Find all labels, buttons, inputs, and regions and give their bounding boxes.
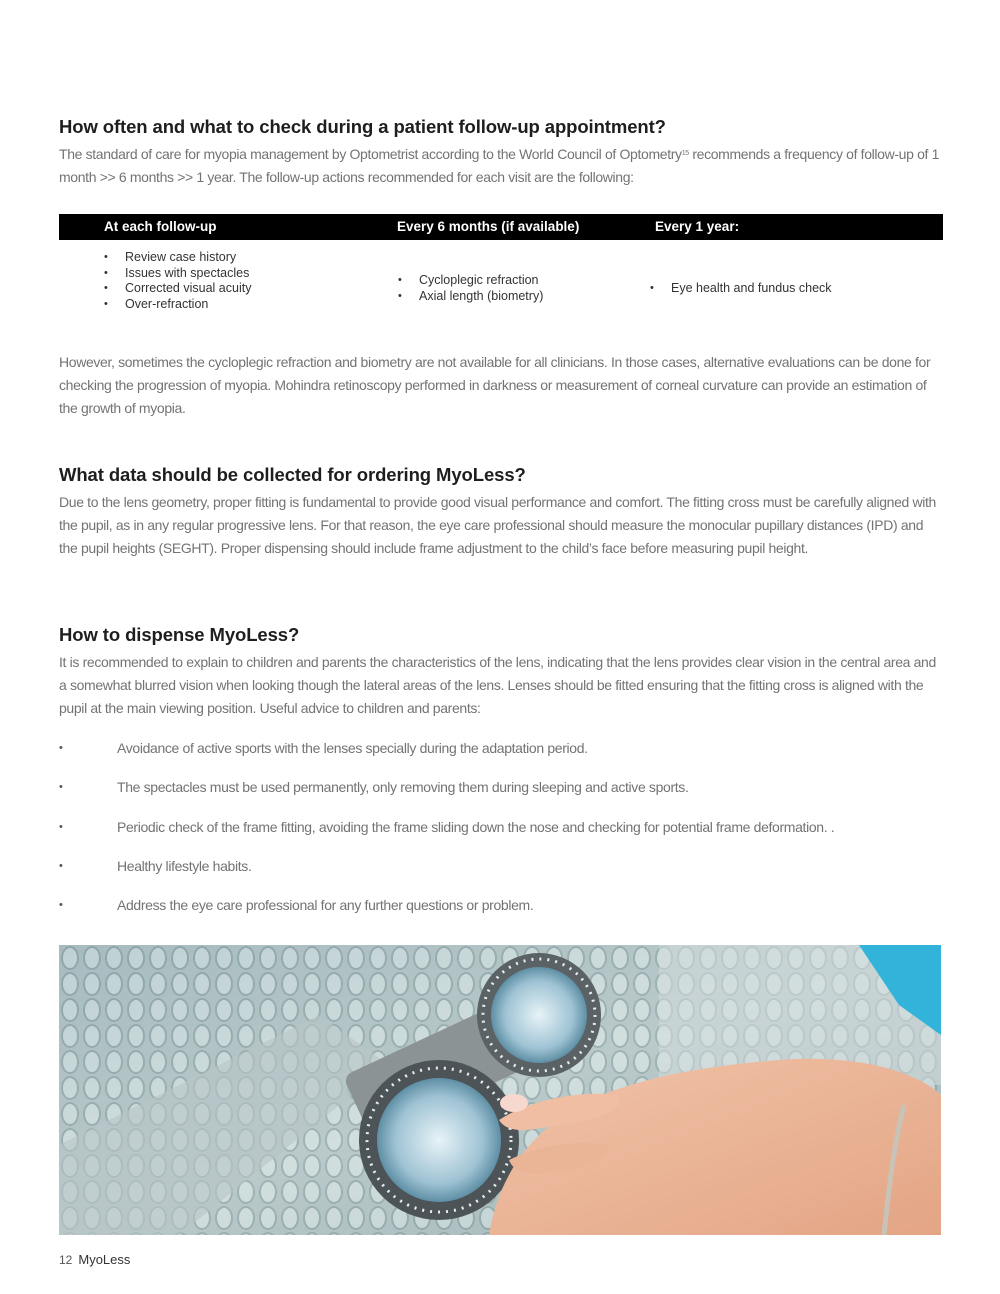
followup-intro-part1: The standard of care for myopia management by Optometrist according to the World Council of Optometry	[59, 146, 682, 162]
page-number: 12	[59, 1253, 73, 1267]
advice-text: The spectacles must be used permanently, only removing them during sleeping and active sports.	[117, 779, 689, 796]
list-item	[59, 856, 942, 895]
header-each-followup: At each follow-up	[104, 219, 217, 234]
list-item	[59, 895, 942, 934]
list-item: • Review case history	[104, 250, 251, 266]
list-item	[59, 777, 942, 816]
followup-intro-part2: recommends a frequency of follow-up of 1 month >> 6 months >> 1 year. The follow-up actions recommended for each visit are the following:	[59, 146, 940, 185]
section-title-dispense: How to dispense MyoLess?	[59, 624, 300, 645]
advice-text: Avoidance of active sports with the lenses specially during the adaptation period.	[117, 740, 588, 756]
followup-table-body	[59, 240, 943, 326]
list-item	[59, 817, 942, 856]
section-title-followup: How often and what to check during a patient follow-up appointment?	[59, 116, 666, 137]
page-footer	[59, 1252, 130, 1267]
advice-text: Periodic check of the frame fitting, avoiding the frame sliding down the nose and checking for potential frame deformation. .	[117, 818, 835, 835]
header-every-6-months: Every 6 months (if available)	[397, 219, 580, 234]
list-item: • Axial length (biometry)	[398, 289, 543, 305]
list-item	[59, 738, 942, 777]
list-item: • Corrected visual acuity	[104, 281, 251, 297]
footer-brand: MyoLess	[78, 1252, 131, 1267]
advice-text: Healthy lifestyle habits.	[117, 857, 252, 874]
footnote-ref: 15	[681, 150, 689, 157]
trial-frame-photo	[59, 945, 941, 1235]
list-item: • Issues with spectacles	[104, 266, 251, 282]
col-each-followup	[104, 250, 251, 313]
bullet-icon: •	[59, 859, 63, 872]
bullet-icon: •	[59, 820, 63, 833]
followup-table	[59, 214, 943, 326]
col-every-6-months	[398, 273, 543, 304]
bullet-icon: •	[59, 781, 63, 794]
followup-table-header	[59, 214, 943, 240]
data-collection-body: Due to the lens geometry, proper fitting is fundamental to provide good visual performance and comfort. The fitting cross must be carefully aligned with the pupil, as in any regular progressive lens. For that reason, the eye care professional should measure the monocular pupillary distances (IPD) and the pupil heights (SEGHT). Proper dispensing should include frame adjustment to the child’s face before measuring pupil height.	[59, 494, 936, 556]
header-every-1-year: Every 1 year:	[655, 219, 740, 234]
followup-intro	[59, 143, 942, 189]
advice-list	[59, 738, 942, 934]
list-item: • Over-refraction	[104, 297, 251, 313]
bullet-icon: •	[59, 899, 63, 912]
dispense-body: It is recommended to explain to children and parents the characteristics of the lens, indicating that the lens provides clear vision in the central area and a somewhat blurred vision when looking though the lateral areas of the lens. Lenses should be fitted ensuring that the fitting cross is aligned with the pupil at the main viewing position. Useful advice to children and parents:	[59, 654, 936, 716]
section-title-data-collection: What data should be collected for ordering MyoLess?	[59, 464, 526, 485]
trial-frame-illustration	[59, 945, 941, 1235]
followup-note: However, sometimes the cycloplegic refraction and biometry are not available for all clinicians. In those cases, alternative evaluations can be done for checking the progression of myopia. Mohindra retinoscopy performed in darkness or measurement of corneal curvature can provide an estimation of the growth of myopia.	[59, 354, 931, 416]
bullet-icon: •	[59, 742, 63, 754]
advice-text: Address the eye care professional for any further questions or problem.	[117, 897, 534, 914]
col-every-1-year	[650, 281, 832, 297]
list-item: • Eye health and fundus check	[650, 281, 832, 297]
list-item: • Cycloplegic refraction	[398, 273, 543, 289]
